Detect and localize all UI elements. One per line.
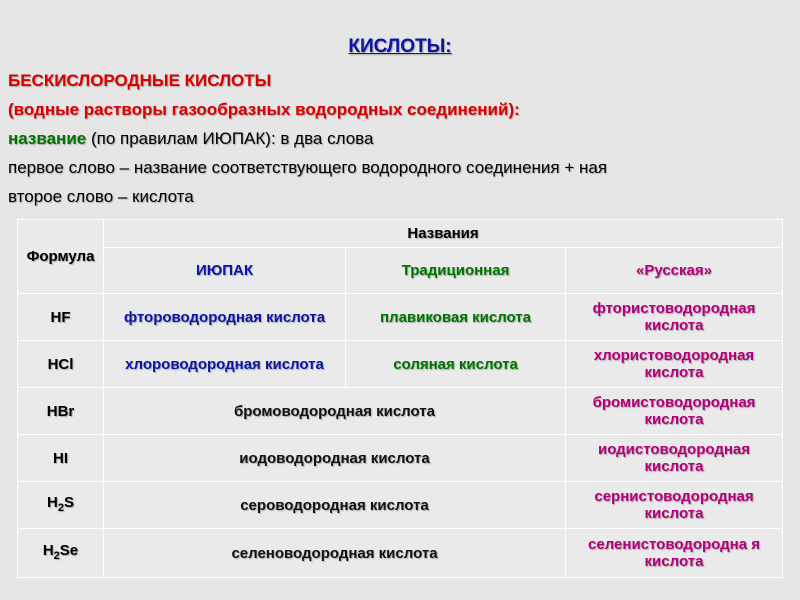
russian-cell: хлористоводородная кислота (566, 341, 783, 388)
formula-tail: Se (59, 541, 79, 559)
formula-cell: HCl (18, 341, 104, 388)
formula-cell (18, 482, 104, 529)
russian-cell: селенистоводородна я кислота (566, 529, 783, 578)
header-russian: «Русская» (566, 248, 783, 294)
formula-subscript: 2 (57, 501, 64, 514)
table-row (18, 482, 783, 529)
iupac-cell: фтороводородная кислота (104, 294, 346, 341)
slide-title: КИСЛОТЫ: (348, 36, 452, 57)
table-subheader-row (18, 248, 783, 294)
table-row (18, 529, 783, 578)
formula-main: H (47, 493, 58, 511)
formula-cell: HBr (18, 388, 104, 435)
traditional-cell: плавиковая кислота (346, 294, 566, 341)
table-header-row (18, 220, 783, 248)
header-traditional: Традиционная (346, 248, 566, 294)
iupac-cell: хлороводородная кислота (104, 341, 346, 388)
russian-cell: фтористоводородная кислота (566, 294, 783, 341)
merged-name-cell: иодоводородная кислота (104, 435, 566, 482)
formula-cell: HF (18, 294, 104, 341)
table-row (18, 341, 783, 388)
formula-subscript: 2 (53, 549, 60, 562)
header-names: Названия (104, 220, 783, 248)
russian-cell: иодистоводородная кислота (566, 435, 783, 482)
table-row (18, 388, 783, 435)
russian-cell: сернистоводородная кислота (566, 482, 783, 529)
intro-line-4: первое слово – название соответствующего водородного соединения + ная (8, 158, 608, 177)
intro-line-3-rest: (по правилам ИЮПАК): в два слова (86, 129, 374, 148)
formula-cell: HI (18, 435, 104, 482)
russian-cell: бромистоводородная кислота (566, 388, 783, 435)
merged-name-cell: селеноводородная кислота (104, 529, 566, 578)
formula-main: H (42, 541, 54, 559)
traditional-cell: соляная кислота (346, 341, 566, 388)
acid-names-table (17, 219, 783, 578)
intro-line-5: второе слово – кислота (8, 187, 194, 206)
formula-tail: S (63, 493, 74, 511)
merged-name-cell: бромоводородная кислота (104, 388, 566, 435)
intro-line-3 (8, 124, 798, 153)
intro-line-2: (водные растворы газообразных водородных соединений): (8, 100, 520, 119)
intro-line-1: БЕСКИСЛОРОДНЫЕ КИСЛОТЫ (8, 71, 272, 90)
header-iupac: ИЮПАК (104, 248, 346, 294)
merged-name-cell: сероводородная кислота (104, 482, 566, 529)
header-formula: Формула (18, 220, 104, 294)
table-row (18, 294, 783, 341)
formula-cell (18, 529, 104, 578)
intro-line-3-keyword: название (8, 129, 87, 148)
intro-text (8, 66, 798, 211)
table-row (18, 435, 783, 482)
